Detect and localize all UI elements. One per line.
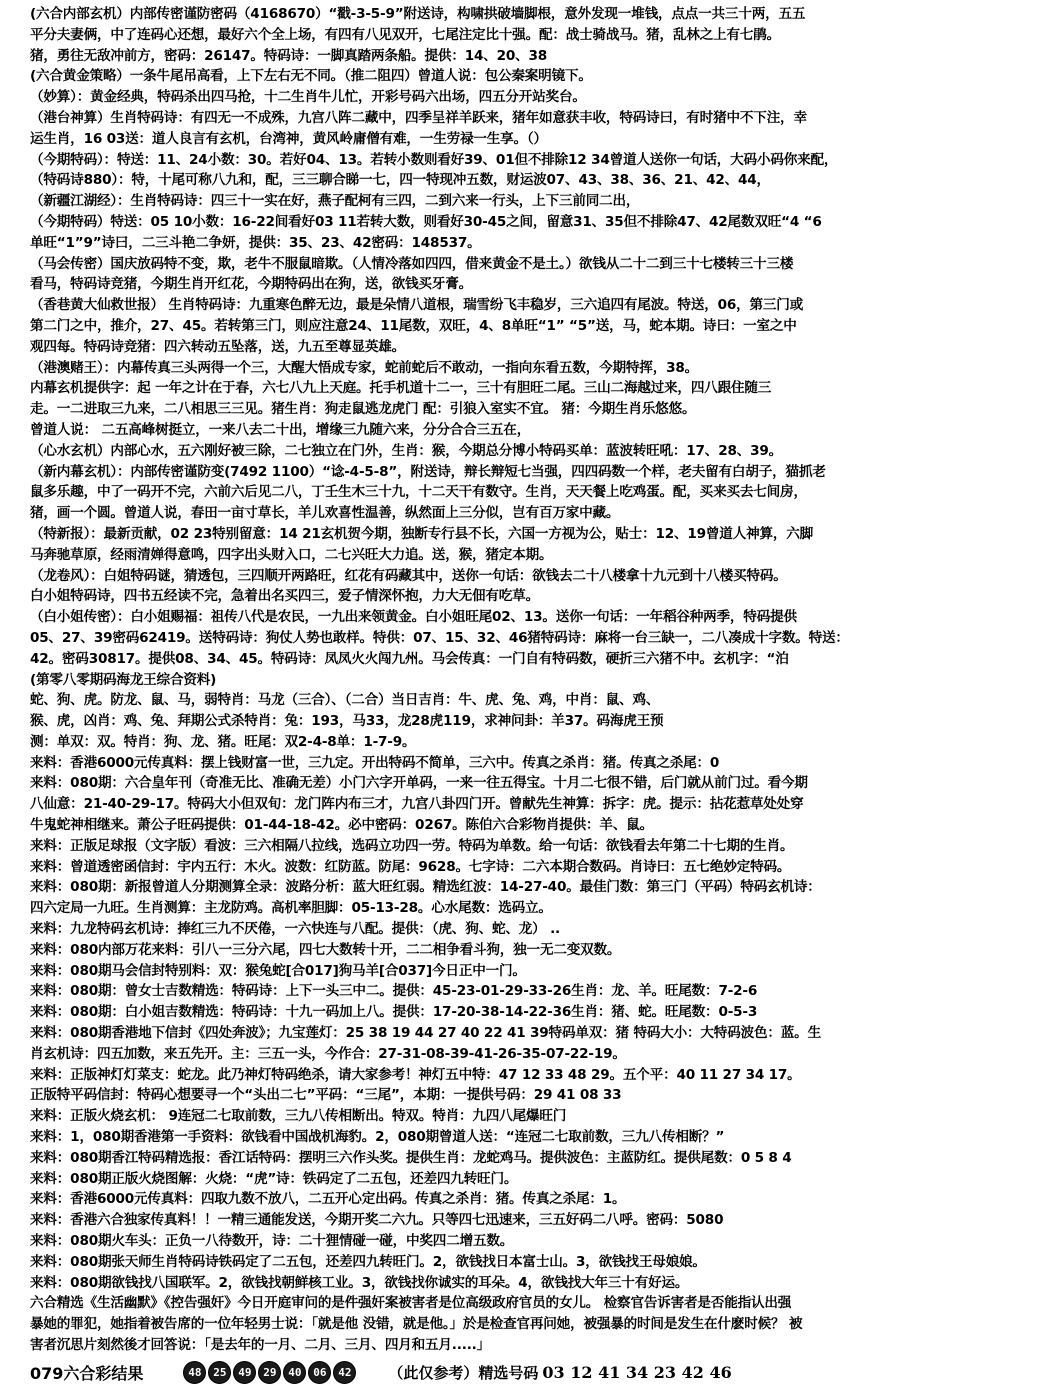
text-line: 内幕玄机提供字：起 一年之计在于春，六七八九上天庭。托手机道十二一，三十有胆旺二尾。三山二海越过来，四八跟住随三	[30, 380, 772, 397]
text-line: 05、27、39密码62419。送特码诗：狗仗人势也敢样。特供：07、15、32、46猪特码诗：麻将一台三缺一，二八凑成十字数。特送：	[30, 629, 849, 646]
text-line: 来料：九龙特码玄机诗：捧红三九不厌倦，一六快连与八配。提供：（虎、狗、蛇、龙） ..	[30, 921, 561, 938]
text-line: （香巷黄大仙救世报） 生肖特码诗：九重寒色醉无边，最是朵情八道根，瑞雪纷飞丰稳岁，三六追四有尾波。特送，06，第三门或	[30, 297, 804, 314]
text-line: 鼠多乐趣，中了一码开不完，六前六后见二八，丁壬生木三十九，十二天干有数守。生肖，天天餐上吃鸡蛋。配，买来买去七间房，	[30, 484, 807, 501]
text-line: 第二门之中，推介，27、45。若转第三门，则应注意24、11尾数，双旺，4、8单旺“1” “5”送，马，蛇本期。诗曰：一室之中	[30, 317, 797, 334]
text-line: （新内幕玄机）：内部传密谨防变(7492 1100）“谂-4-5-8”，附送诗，辩长辩短七当强，四四码数一个样，老夫留有白胡子，猫抓老	[30, 463, 826, 480]
text-line: (六合内部玄机）内部传密谨防密码（4168670）“戳-3-5-9”附送诗，构啸拱破墙脚根，意外发现一堆钱，点点一共三十两，五五	[30, 6, 806, 22]
text-line: 单旺“1”9”诗曰，二三斗艳二争妍，提供：35、23、42密码：148537。	[30, 234, 481, 251]
text-line: 走。一二进取三九来，二八相思三三见。猪生肖：狗走鼠逃龙虎门 配：引狼入室实不宜。 猪：今期生肖乐悠悠。	[30, 401, 696, 418]
text-line: 来料：080期：六合皇年刊（奇准无比、准确无差）小门六字开单码，一来一往五得宝。十月二七很不错，后门就从前门过。看今期	[30, 775, 808, 792]
reference-label: （此仅参考）精选号码	[388, 1364, 539, 1383]
result-ball: 40	[283, 1361, 306, 1384]
result-ball: 29	[258, 1361, 281, 1384]
text-line: 正版特平码信封：特码心想要寻一个“头出二七”平码：“三尾”，本期：一提供号码：29 41 08 33	[30, 1087, 622, 1104]
text-line: 白小姐特码诗，四书五经读不完，急着出名买四三，爱子情深怀抱，力大无佃有吃草。	[30, 588, 539, 605]
result-footer	[30, 1360, 1032, 1386]
text-line: （新疆江湖经）：生肖特码诗：四三十一实在好，燕子配柯有三四，二到六来一行头，上下三前同二出，	[30, 193, 640, 210]
text-line: 马奔驰草原，经雨清婵得意鸣，四字出头财入口，二七兴旺大力追。送，猴，猪定本期。	[30, 546, 553, 563]
text-line: （今期特码）特送：05 10小数：16-22间看好03 11若转大数，则看好30-45之间，留意31、35但不排除47、42尾数双旺“4 “6	[30, 213, 822, 230]
result-ball: 06	[308, 1361, 331, 1384]
text-line: （白小姐传密）：白小姐赐福：祖传八代是农民，一九出来领黄金。白小姐旺尾02、13。送你一句话：一年稻谷种两季，特码提供	[30, 609, 797, 626]
result-ball: 25	[208, 1361, 231, 1384]
text-line: 曾道人说： 二五高峰树挺立，一来八去二十出，增缘三九随六来，分分合合三五在，	[30, 421, 531, 438]
text-line: （龙卷风）：白姐特码谜，猜透包，三四顺开两路旺，红花有码藏其中，送你一句话：欲钱去二十八楼拿十九元到十八楼买特码。	[30, 567, 787, 584]
text-line: （妙算）：黄金经典，特码杀出四马抢，十二生肖牛儿忙，开彩号码六出场，四五分开站奖台。	[30, 89, 586, 106]
text-line: 来料：1，080期香港第一手资料：欲钱看中国战机海豹。2，080期曾道人送：“连冠二七取前数，三九八传相断？”	[30, 1129, 725, 1146]
text-lines	[30, 4, 1032, 1356]
text-line: （特新报）：最新贡献，02 23特别留意：14 21玄机贺今期，独断专行县不长，六国一方视为公，贴士：12、19曾道人神算，六脚	[30, 525, 814, 542]
text-line: （特码诗880）：特，十尾可称八九和，配，三三聊合睇一七，四一特现冲五数，财运波07、43、38、36、21、42、44，	[30, 172, 770, 189]
result-balls	[183, 1361, 356, 1384]
text-line: 来料：正版足球报（文字版）看波：三六相隔八拉线，选码立功四一劳。特码为单数。给一句话：欲钱看去年第二十七期的生肖。	[30, 837, 794, 854]
result-title: 079六合彩结果	[30, 1364, 144, 1384]
text-line: (第零八零期码海龙王综合资料)	[30, 671, 217, 688]
text-line: 平分夫妻俩，中了连码心还想，最好六个全上场，有四有八见双开，七尾注定比十强。配：战士骑战马。猪，乱林之上有七鹃。	[30, 26, 781, 43]
text-line: （马会传密）国庆放码特不变，欺，老牛不服鼠暗欺。（人情冷落如四四，借来黄金不是土。）欲钱从二十二到三十七楼转三十三楼	[30, 255, 794, 272]
text-line: 四六定局一九旺。生肖测算：主龙防鸡。高机率胆脚：05-13-28。心水尾数：选码立。	[30, 900, 552, 917]
text-line: 来料：080期马会信封特别料：双：猴兔蛇[合017]狗马羊[合037]今日正中一门。	[30, 962, 526, 979]
text-line: （今期特码）：特送：11、24小数：30。若好04、13。若转小数则看好39、01但不排除12 34曾道人送你一句话，大码小码你来配，	[30, 151, 838, 168]
text-line: 猪，画一个圆。曾道人说，春田一亩寸草长，羊儿欢喜性温善，纵然面上三分似，岂有百万家中藏。	[30, 505, 620, 522]
text-line: 来料：080内部万花来料：引八一三分六尾，四七大数转十开，二二相争看斗狗，独一无二变双数。	[30, 941, 621, 958]
text-line: 来料：080期：白小姐吉数精选：特码诗：十九一码加上八。提供：17-20-38-14-22-36生肖：猪、蛇。旺尾数：0-5-3	[30, 1004, 758, 1021]
text-line: (六合黄金策略）一条牛尾吊高看，上下左右无不同。（推二阻四）曾道人说：包公秦案明镜下。	[30, 68, 592, 85]
text-line: 来料：080期张天师生肖特码诗铁码定了二五包，还差四九转旺门。2，欲钱找日本富士山。3，欲钱找王母娘娘。	[30, 1253, 706, 1270]
text-line: 蛇、狗、虎。防龙、鼠、马，弱特肖：马龙（三合）、（二合）当日吉肖：牛、虎、兔、鸡，中肖：鼠、鸡、	[30, 692, 660, 709]
text-line: 来料：曾道透密函信封：宇内五行：木火。波数：红防蓝。防尾：9628。七字诗：二六本期合数码。肖诗曰：五七绝妙定特码。	[30, 858, 791, 875]
text-line: 六合精选《生活幽默》《控告强奸》今日开庭审问的是件强奸案被害者是位高级政府官员的女儿。 检察官告诉害者是否能指认出强	[30, 1295, 792, 1312]
text-line: 暴她的罪犯，她指着被告席的一位年轻男士说：「就是他 没错，就是他。」於是检查官再问她，被强暴的时间是发生在什麽时候？ 被	[30, 1316, 803, 1333]
text-line: 牛鬼蛇神相继来。萧公子旺码提供：01-44-18-42。必中密码：0267。陈伯六合彩物肖提供：羊、鼠。	[30, 817, 653, 834]
text-line: 观四每。特码诗竞猪：四六转动五坠落，送，九五至尊显英雄。	[30, 338, 406, 355]
text-line: 八仙意：21-40-29-17。特码大小但双旬：龙门阵内布三才，九宫八卦四门开。曾献先生神算：拆字：虎。提示：拈花惹草处处穿	[30, 796, 804, 813]
text-line: 猪，勇往无敌冲前方，密码：26147。特码诗：一脚真踏两条船。提供：14、20、38	[30, 47, 548, 64]
text-line: 来料：080期香港地下信封《四处奔波》；九宝莲灯：25 38 19 44 27 40 22 41 39特码单双：猪 特码大小：大特码波色：蓝。生	[30, 1025, 821, 1042]
text-line: （心水玄机）内部心水，五六刚好被三除，二七独立在门外，生肖：猴，今期总分博小特码买单：蓝波转旺吼：17、28、39。	[30, 442, 783, 459]
text-line: 猴、虎，凶肖：鸡、兔、拜期公式杀特肖：兔：193，马33，龙28虎119，求神问卦：羊37。码海虎王预	[30, 713, 664, 730]
text-line: 来料：正版火烧玄机： 9连冠二七取前数，三九八传相断出。特双。特肖：九四八尾爆旺门	[30, 1108, 567, 1125]
text-line: 来料：香港六合独家传真料！！一精三通能发送，今期开奖二六九。只等四七迅速来，三五好码二八呼。密码：5080	[30, 1212, 724, 1229]
result-ball: 48	[183, 1361, 206, 1384]
text-line: 来料：香港6000元传真料：四取九数不放八，二五开心定出码。传真之杀肖：猪。传真之杀尾：1。	[30, 1191, 626, 1208]
text-line: 来料：080期火车头：正负一八待数开，诗：二十狸情碰一碰，中奖四二增五数。	[30, 1233, 514, 1250]
text-line: 来料：080期香江特码精选报：香江话特码：摆明三六作头奖。提供生肖：龙蛇鸡马。提供波色：主蓝防红。提供尾数：0 5 8 4	[30, 1149, 792, 1166]
result-ball: 49	[233, 1361, 256, 1384]
text-line: 运生肖，16 03送：道人良言有玄机，台湾神，黄风岭庸僧有难，一生劳禄一生享。（）	[30, 130, 547, 147]
result-ball: 42	[333, 1361, 356, 1384]
text-line: 害者沉思片刻然後才回答说：「是去年的一月、二月、三月、四月和五月.....」	[30, 1337, 491, 1353]
text-line: 来料：080期：曾女士吉数精选：特码诗：上下一头三中二。提供：45-23-01-29-33-26生肖：龙、羊。旺尾数：7-2-6	[30, 983, 758, 1000]
text-line: 测：单双：双。特肖：狗、龙、猪。旺尾：双2-4-8单：1-7-9。	[30, 733, 416, 750]
text-line: （港台神算）生肖特码诗：有四无一不成殊，九宫八阵二藏中，四季呈祥羊跃来，猪年如意获丰收，特码诗曰，有时猪中不下注，幸	[30, 109, 807, 126]
text-line: 42。密码30817。提供08、34、45。特码诗：凤凤火火闯九州。马会传真：一门自有特码数，硬折三六猪不中。玄机字：“泊	[30, 650, 789, 667]
text-line: 来料：080期欲钱找八国联军。2，欲钱找朝鲜核工业。3，欲钱找你诚实的耳朵。4，欲钱找大年三十有好运。	[30, 1274, 689, 1291]
text-line: 肖玄机诗：四五加数，来五先开。主：三五一头，今作合：27-31-08-39-41-26-35-07-22-19。	[30, 1045, 626, 1062]
text-line: 来料：080期正版火烧图解：火烧：“虎”诗：铁码定了二五包，还差四九转旺门。	[30, 1170, 518, 1187]
selected-numbers: 03 12 41 34 23 42 46	[542, 1363, 732, 1383]
text-line: 来料：正版神灯灯菜支：蛇龙。此乃神灯特码绝杀，请大家参考！神灯五中特：47 12 33 48 29。五个平：40 11 27 34 17。	[30, 1066, 801, 1083]
text-line: 来料：080期：新报曾道人分期测算全录：波路分析：蓝大旺红弱。精选红波：14-27-40。最佳门数：第三门（平码）特码玄机诗：	[30, 879, 821, 896]
text-line: 来料：香港6000元传真料：摆上钱财富一世，三九定。开出特码不简单，三六中。传真之杀肖：猪。传真之杀尾：0	[30, 754, 720, 771]
text-line: （港澳赌王）：内幕传真三头两得一个三，大醒大悟成专家，蛇前蛇后不敢动，一指向东看五数，今期特挥，38。	[30, 359, 699, 376]
text-line: 看马，特码诗竞猪，今期生肖开红花，今期特码出在狗，送，欲钱买牙膏。	[30, 276, 472, 293]
